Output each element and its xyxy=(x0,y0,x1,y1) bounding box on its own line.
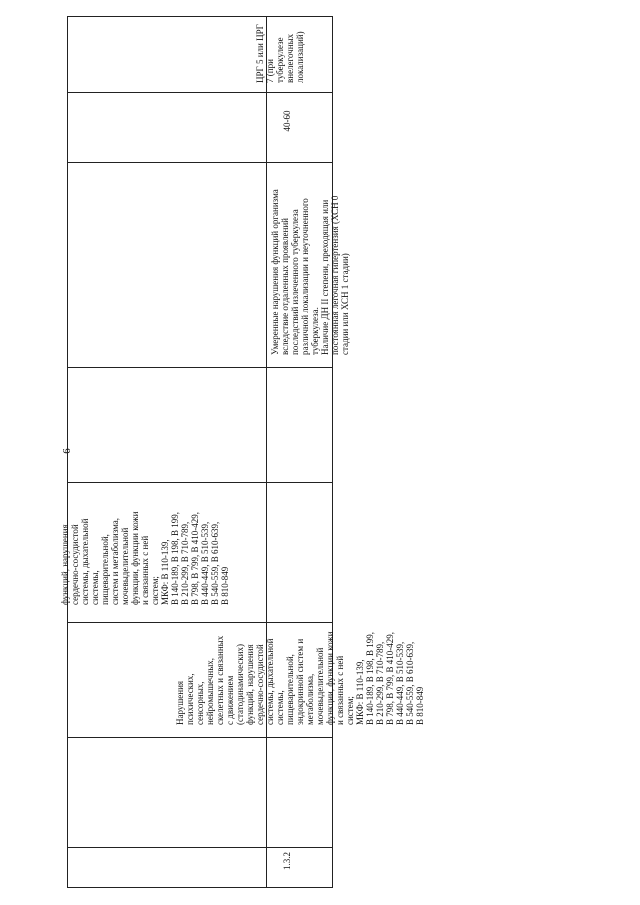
row2-number: 1.3.2 xyxy=(282,852,292,870)
row1-conditions: функций, нарушения сердечно-сосудистой системы, дыхательной системы, пищеварительной, систем и метаболизма, мочевыделительной функции, функции кожи и связанных с ней систем; МКФ: В 110-139, В 140-189, В 198, В 199, В 210-299, В 710-789, В 798, В 799, В 410-429, В 440-449, В 510-539, В 540-559, В 610-639, В 810-849 xyxy=(60,511,230,605)
row1-note: ЦРГ 5 или ЦРГ 7 (при туберкулезе внелегочных локализаций) xyxy=(255,24,305,83)
row2-description: Умеренные нарушения функций организма вследствие отдаленных проявлений последствий излеченного туберкулеза различной локализации и неуточненного туберкулеза. Наличие ДН II степени, преходящая или постоянная легочная гипертензия (ХСН 0 стадии или ХСН 1 стадии) xyxy=(270,189,350,355)
column-divider xyxy=(68,737,332,738)
row2-conditions: Нарушения психических, сенсорных, нейромышечных, скелетных и связанных с движением (статодинамических) функций, нарушения сердечно-сосудистой системы, дыхательной системы, пищеварительной, эндокринной систем и метаболизма, мочевыделительной функции, функции кожи и связанных с ней систем; МКФ: В 110-139, В 140-189, В 198, В 199, В 210-299, В 710-789, В 798, В 799, В 410-429, В 440-449, В 510-539, В 540-559, В 610-639, В 810-849 xyxy=(175,631,425,725)
column-divider xyxy=(68,92,332,93)
page-number: 6 xyxy=(60,448,73,454)
row2-percent: 40-60 xyxy=(282,110,292,132)
column-divider xyxy=(68,367,332,368)
